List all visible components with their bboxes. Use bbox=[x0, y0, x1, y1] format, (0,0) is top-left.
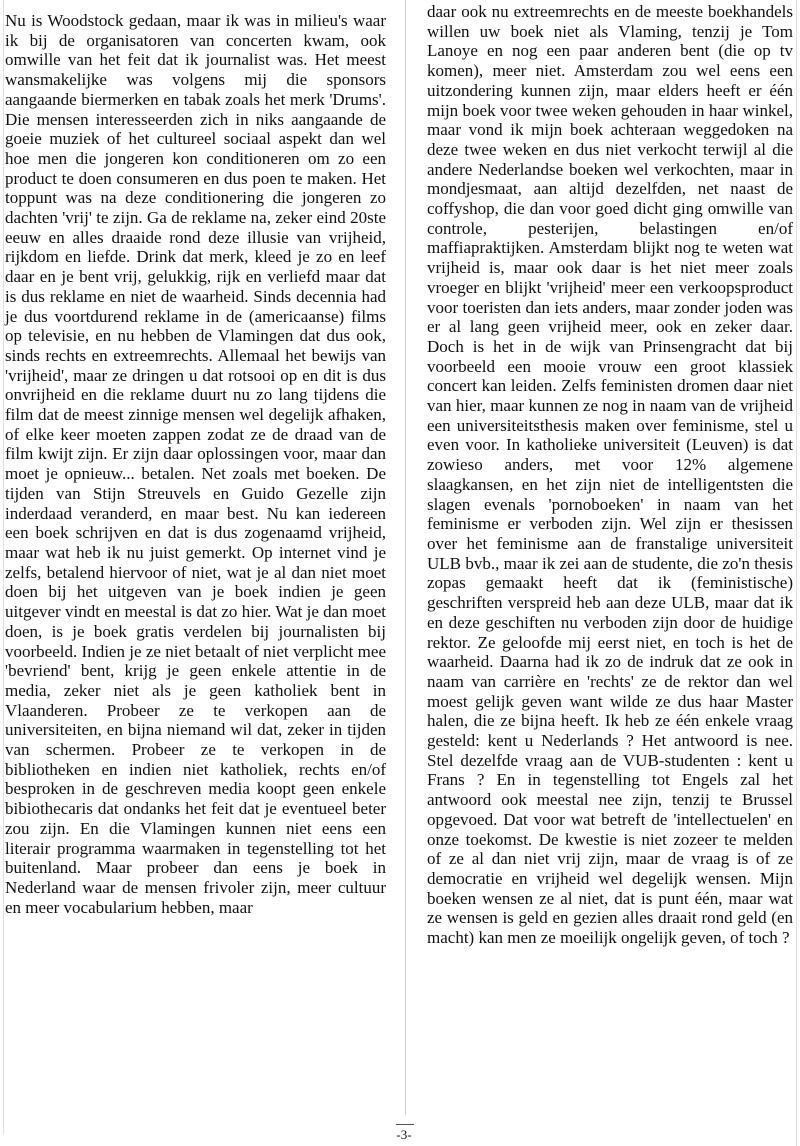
paragraph-right: daar ook nu extreemrechts en de meeste boekhandels willen uw boek niet als Vlaming, tenzij je Tom Lanoye en nog een paar anderen bent (die op tv komen), meer niet. Amsterdam zou wel eens een uitzondering kunnen zijn, maar elders heeft er één mijn boek voor twee weken gehouden in haar winkel, maar vond ik mijn boek achteraan weggedoken na deze twee weken en dus niet verkocht terwijl al die andere Nederlandse boeken wel verkochten, maar in mondjesmaat, aan altijd dezelfden, net naast de coffyshop, die dan voor goed dicht ging omwille van controle, pesterijen, belastingen en/of maffiapraktijken. Amsterdam blijkt nog te weten wat vrijheid is, maar ook daar is het niet meer zoals vroeger en blijkt 'vrijheid' meer een verkoopsproduct voor toeristen dan iets anders, maar zonder joden was er al lang geen vrijheid meer, ook en zeker daar. Doch is het in de wijk van Prinsengracht dat bij voorbeeld een mooie vrouw een groot klassiek concert kan leiden. Zelfs feministen dromen daar niet van hier, maar kunnen ze nog in naam van de vrijheid een universiteitsthesis maken over feminisme, stel u even voor. In katholieke universiteit (Leuven) is dat zowieso anders, met voor 12% algemene slaagkansen, en het zijn niet de intelligentsten die slagen evenals 'pornoboeken' in naam van het feminisme er verboden zijn. Wel zijn er thesissen over het feminisme aan de franstalige universiteit ULB bvb., maar ik zei aan de studente, die zo'n thesis zopas gemaakt heeft dat ik (feministische) geschriften verspreid heb aan deze ULB, maar dat ik en deze geschiften nu verboden zijn door de huidige rektor. Ze geloofde mij eerst niet, en toch is het de waarheid. Daarna had ik zo de indruk dat ze ook in naam van carrière en 'rechts' ze de rektor dan wel moest gelijk geven want wilde ze dus haar Master halen, die ze bijna heeft. Ik heb ze één enkele vraag gesteld: kent u Nederlands ? Het antwoord is nee. Stel dezelfde vraag aan de VUB-studenten : kent u Frans ? En in tegenstelling tot Engels zal het antwoord ook meestal nee zijn, tenzij te Brussel opgevoed. Dat voor wat betreft de 'intellectuelen' en onze toekomst. De kwestie is niet zozeer te melden of ze al dan niet vrij zijn, maar de vraag is of ze democratie en vrijheid wel degelijk wensen. Mijn boeken wensen ze al niet, dat is punt één, maar wat ze wensen is geld en gezien alles draait rond geld (en macht) kan men ze moeilijk ongelijk geven, of toch ? bbox=[427, 2, 793, 948]
column-divider bbox=[405, 0, 406, 1115]
text-column-left bbox=[5, 11, 386, 917]
text-column-right bbox=[427, 2, 793, 948]
page-number: -3- bbox=[396, 1127, 412, 1142]
paragraph-left: Nu is Woodstock gedaan, maar ik was in milieu's waar ik bij de organisatoren van concerten kwam, ook omwille van het feit dat ik journalist was. Het meest wansmakelijke was volgens mij die sponsors aangaande biermerken en tabak zoals het merk 'Drums'. Die mensen interesseerden zich in niks aangaande de goeie muziek of het cultureel sociaal aspekt dan wel hoe men die jongeren kon conditioneren om zo een product te doen consumeren en dus poen te maken. Het toppunt was na deze conditionering die jongeren zo dachten 'vrij' te zijn. Ga de reklame na, zeker eind 20ste eeuw en alles draaide rond deze illusie van vrijheid, rijkdom en liefde. Drink dat merk, kleed je zo en leef daar en je bent vrij, gelukkig, rijk en verliefd maar dat is dus reklame en niet de waarheid. Sinds decennia had je dus voortdurend reklame in de (americaanse) films op televisie, en nu hebben de Vlamingen dat dus ook, sinds rechts en extreemrechts. Allemaal het bewijs van 'vrijheid', maar ze dringen u dat rotsooi op en dit is dus onvrijheid en die reklame duurt nu zo lang tijdens die film dat de meest zinnige mensen wel degelijk afhaken, of elke keer moeten zappen zodat ze de draad van de film kwijt zijn. Er zijn daar oplossingen voor, maar dan moet je opnieuw... betalen. Net zoals met boeken. De tijden van Stijn Streuvels en Guido Gezelle zijn inderdaad veranderd, en maar best. Nu kan iedereen een boek schrijven en dat is dus zogenaamd vrijheid, maar wat heb ik nu juist gemerkt. Op internet vind je zelfs, betalend hiervoor of niet, wat je al dan niet moet doen bij het uitgeven van je boek indien je geen uitgever vindt en meestal is dat zo hier. Wat je dan moet doen, is je boek gratis verdelen bij journalisten bij voorbeeld. Indien je ze niet betaalt of niet verplicht mee 'bevriend' bent, krijg je geen enkele attentie in de media, zeker niet als je geen katholiek bent in Vlaanderen. Probeer ze te verkopen aan de universiteiten, en bijna niemand wil dat, zeker in tijden van schermen. Probeer ze te verkopen in de bibliotheken en indien niet katholiek, rechts en/of besproken in de geschreven media koopt geen enkele bibiothecaris dat ondanks het feit dat je eventueel beter zou zijn. En die Vlamingen kunnen niet eens een literair programma waarmaken in tegenstelling tot het buitenland. Maar probeer dan eens je boek in Nederland waar de mensen frivoler zijn, meer cultuur en meer vocabularium hebben, maar bbox=[5, 11, 386, 917]
page-number-rule bbox=[396, 1124, 414, 1125]
scan-edge-left bbox=[3, 0, 4, 1135]
scan-edge-right bbox=[796, 0, 797, 1146]
